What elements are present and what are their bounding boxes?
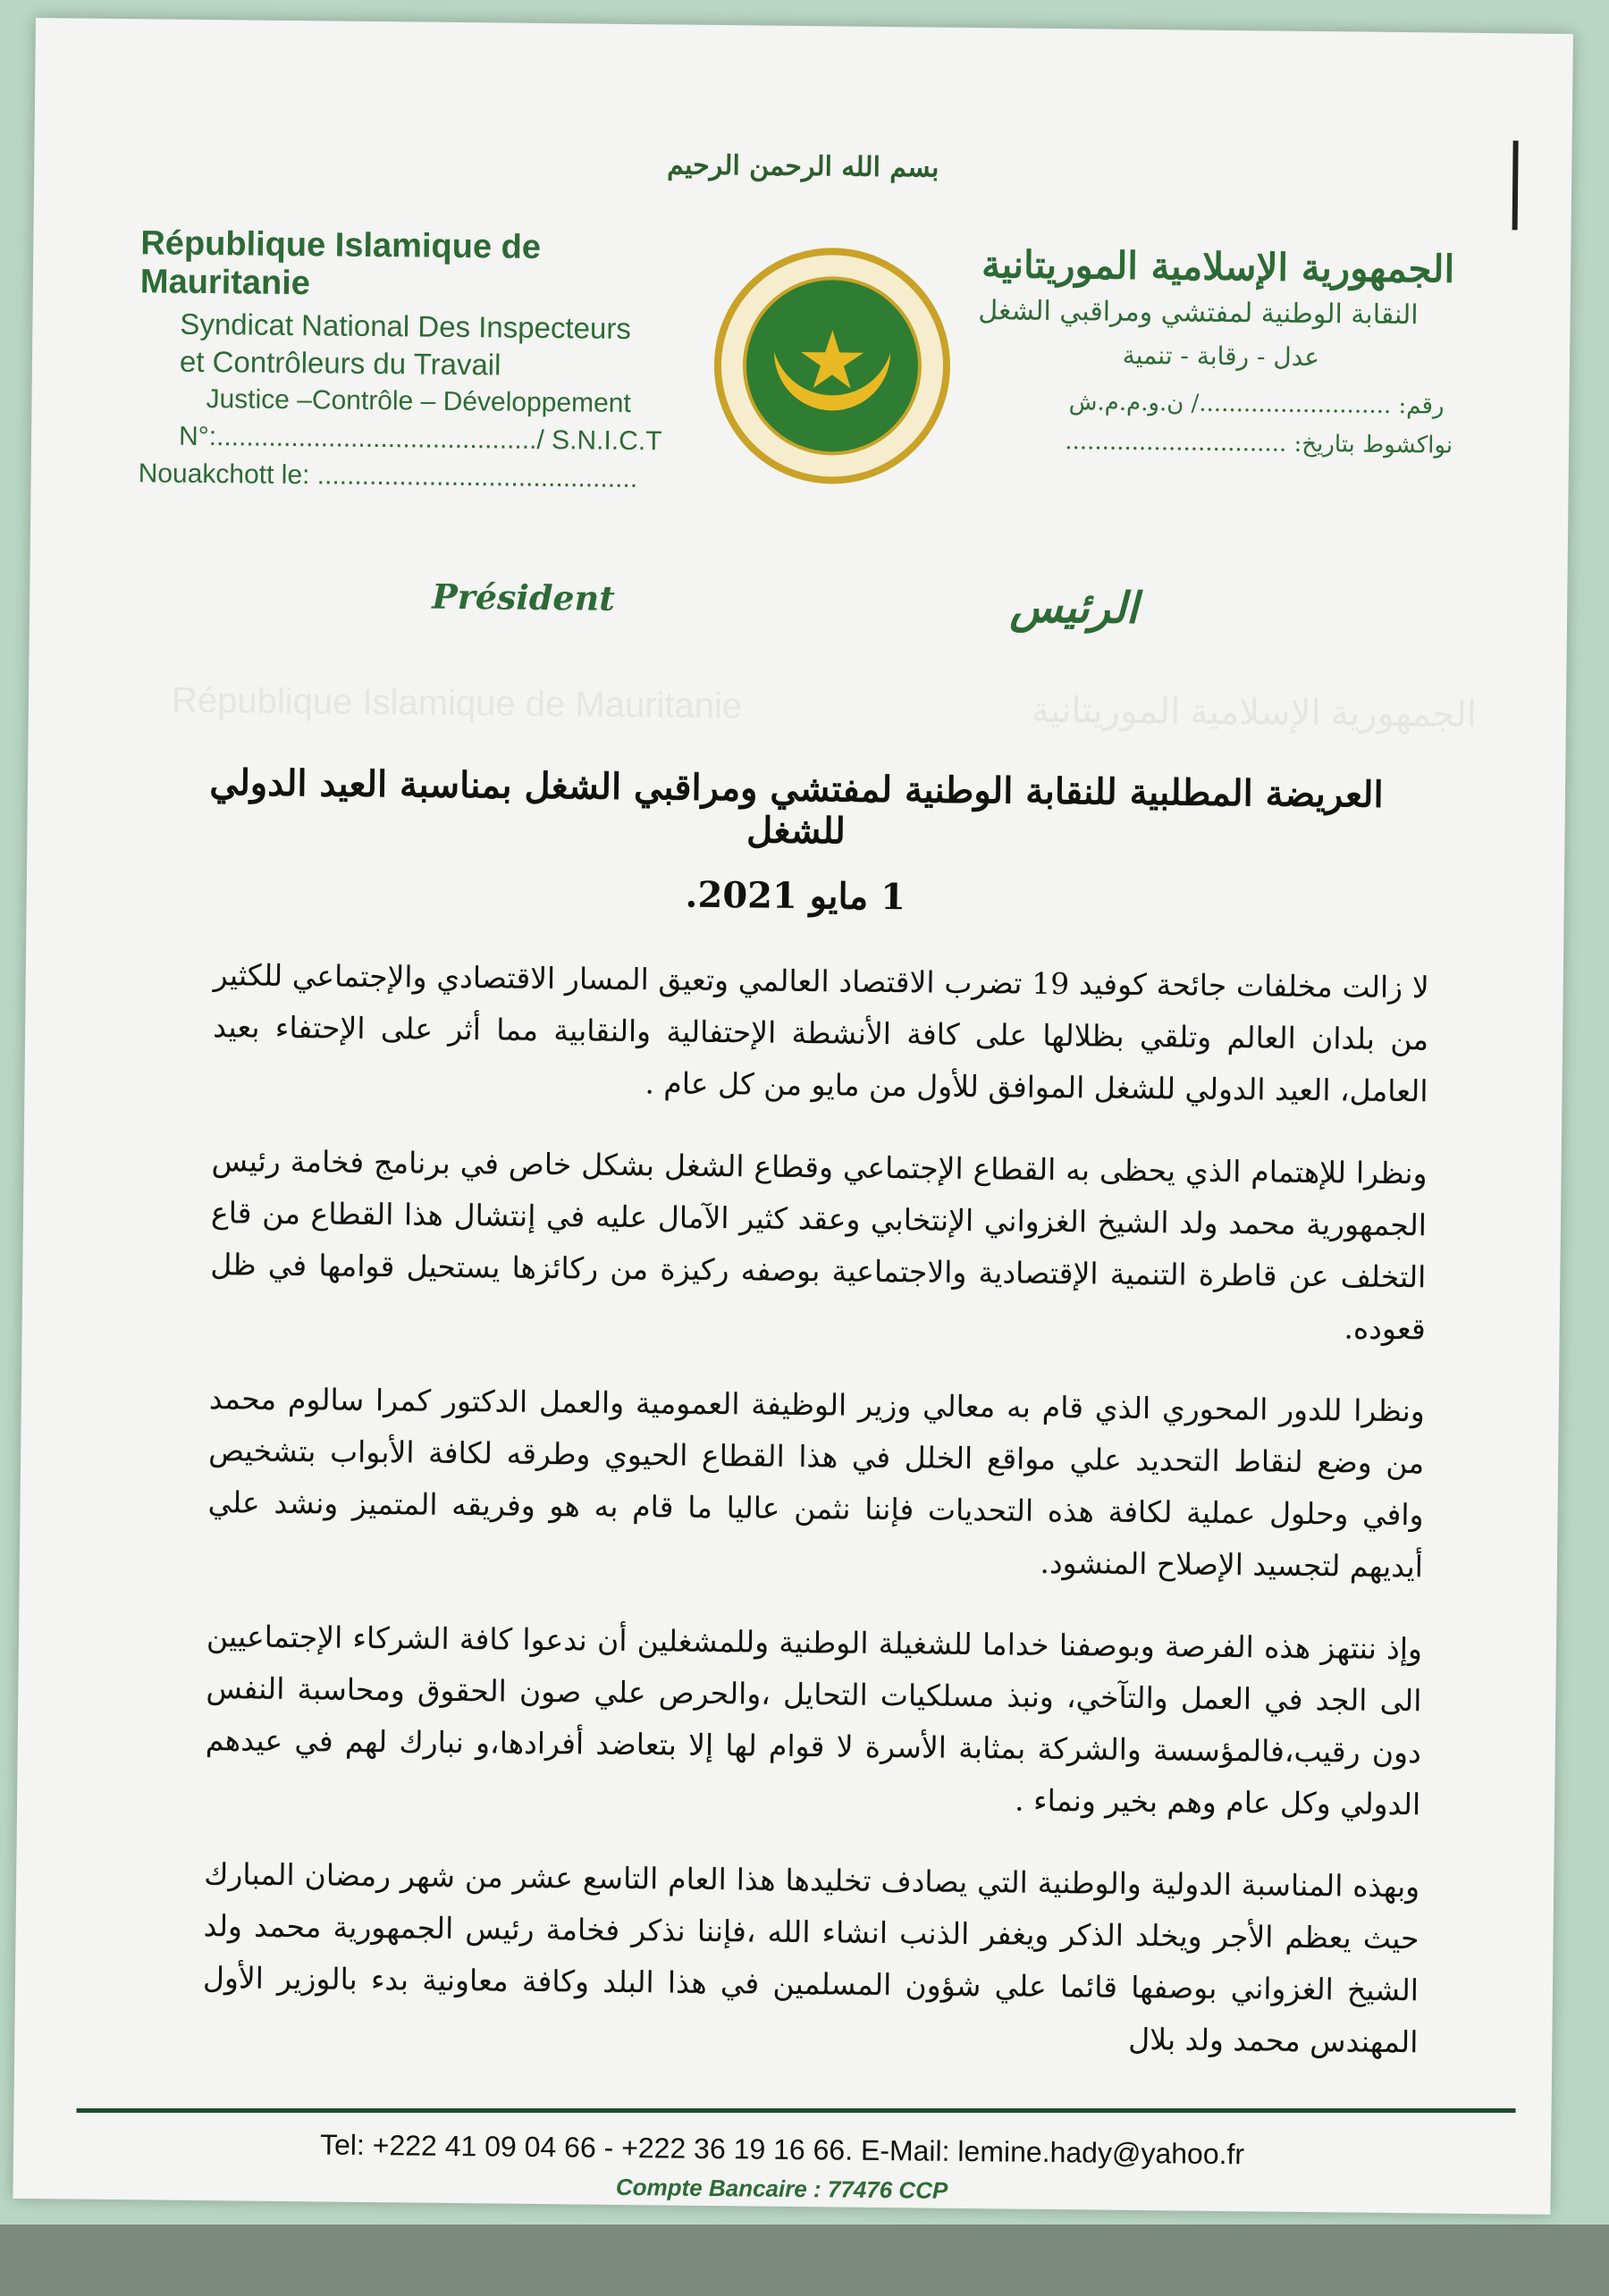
background-table <box>0 2225 1609 2296</box>
union-name-fr-2: et Contrôleurs du Travail <box>179 344 501 382</box>
signatory-title-ar: الرئيس <box>1009 582 1139 634</box>
ghost-ar: الجمهورية الإسلامية الموريتانية <box>1031 690 1478 735</box>
union-name-fr-1: Syndicat National Des Inspecteurs <box>180 307 632 345</box>
footer-bank-account: Compte Bancaire : 77476 CCP <box>615 2173 948 2204</box>
ghost-fr: République Islamique de Mauritanie <box>171 680 743 727</box>
letter-page <box>13 18 1572 2215</box>
reference-number-ar: رقم: ........................../ ن.و.م.م.ش <box>1068 389 1445 420</box>
country-name-fr: République Islamique de Mauritanie <box>139 224 542 303</box>
country-name-ar: الجمهورية الإسلامية الموريتانية <box>981 242 1455 291</box>
paragraph: ونظرا للإهتمام الذي يحظى به القطاع الإجتماعي وقطاع الشغل بشكل خاص في برنامج فخامة رئيس الجمهورية محمد ولد الشيخ الغزواني الإنتخابي وعقد كثير الآمال عليه في إنتشال هذا القطاع من قاع التخلف عن قاطرة التنمية الإقتصادية والاجتماعية بوصفه ركيزة من ركائزها يستحيل قوامها في ظل قعوده. <box>210 1143 1428 1347</box>
paragraph: لا زالت مخلفات جائحة كوفيد 19 تضرب الاقتصاد العالمي وتعيق المسار الاقتصادي والإجتماعي للكثير من بلدان العالم وتلقي بظلالها على كافة الأنشطة الإحتفالية والنقابية مما أثر على الإحتفاء بعيد العامل، العيد الدولي للشغل الموافق للأول من مايو من كل عام . <box>212 957 1429 1109</box>
place-date-fr: Nouakchott le: ........................................... <box>138 458 638 494</box>
document-title: العريضة المطلبية للنقابة الوطنية لمفتشي ومراقبي الشغل بمناسبة العيد الدولي للشغل <box>209 761 1384 853</box>
union-seal-icon <box>711 244 955 488</box>
signatory-title-fr: Président <box>432 576 616 618</box>
paragraph: وإذ ننتهز هذه الفرصة وبوصفنا خداما للشغيلة الوطنية وللمشغلين أن ندعوا كافة الشركاء الإجتماعيين الى الجد في العمل والتآخي، ونبذ مسلكيات التحايل ،والحرص علي صون الحقوق ومحاسبة النفس دون رقيب،فالمؤسسة والشركة بمثابة الأسرة لا قوام لها إلا بتعاضد أفرادها،و نبارك لهم في عيدهم الدولي وكل عام وهم بخير ونماء . <box>205 1619 1423 1822</box>
footer-contact: Tel: +222 41 09 04 66 - +222 36 19 16 66. E-Mail: lemine.hady@yahoo.fr <box>319 2128 1245 2171</box>
letterhead-french <box>138 224 695 494</box>
footer-divider <box>77 2108 1516 2113</box>
document-body <box>202 949 1429 2098</box>
motto-fr: Justice –Contrôle – Développement <box>206 384 631 418</box>
basmala: بسم الله الرحمن الرحيم <box>667 149 939 184</box>
paragraph: ونظرا للدور المحوري الذي قام به معالي وزير الوظيفة العمومية والعمل الدكتور كمرا سالوم محمد من وضع لنقاط التحديد علي مواقع الخلل في هذا القطاع الحيوي وطرقه لكافة الأبواب بتشخيص وافي وحلول عملية لكافة هذه التحديات فإننا نثمن عاليا ما قام به هو وفريقه المتميز ونشد علي أيديهم لتجسيد الإصلاح المنشود. <box>207 1381 1425 1585</box>
letterhead-arabic <box>952 242 1454 459</box>
union-name-ar: النقابة الوطنية لمفتشي ومراقبي الشغل <box>978 295 1419 332</box>
paragraph: وبهذه المناسبة الدولية والوطنية التي يصادف تخليدها هذا العام التاسع عشر من شهر رمضان المبارك حيث يعظم الأجر ويخلد الذكر ويغفر الذنب انشاء الله ،فإننا نذكر فخامة رئيس الجمهورية محمد ولد الشيخ الغزواني بوصفها قائما علي شؤون المسلمين في هذا البلد وكافة معاونية بدء بالوزير الأول المهندس محمد ولد بلال <box>202 1856 1420 2060</box>
document-date: 1 مايو 2021. <box>685 873 906 919</box>
place-date-ar: نواكشوط بتاريخ: .............................. <box>1065 428 1453 459</box>
reference-number-fr: N°:.........................................../ S.N.I.C.T <box>178 421 662 457</box>
motto-ar: عدل - رقابة - تنمية <box>1122 340 1320 373</box>
